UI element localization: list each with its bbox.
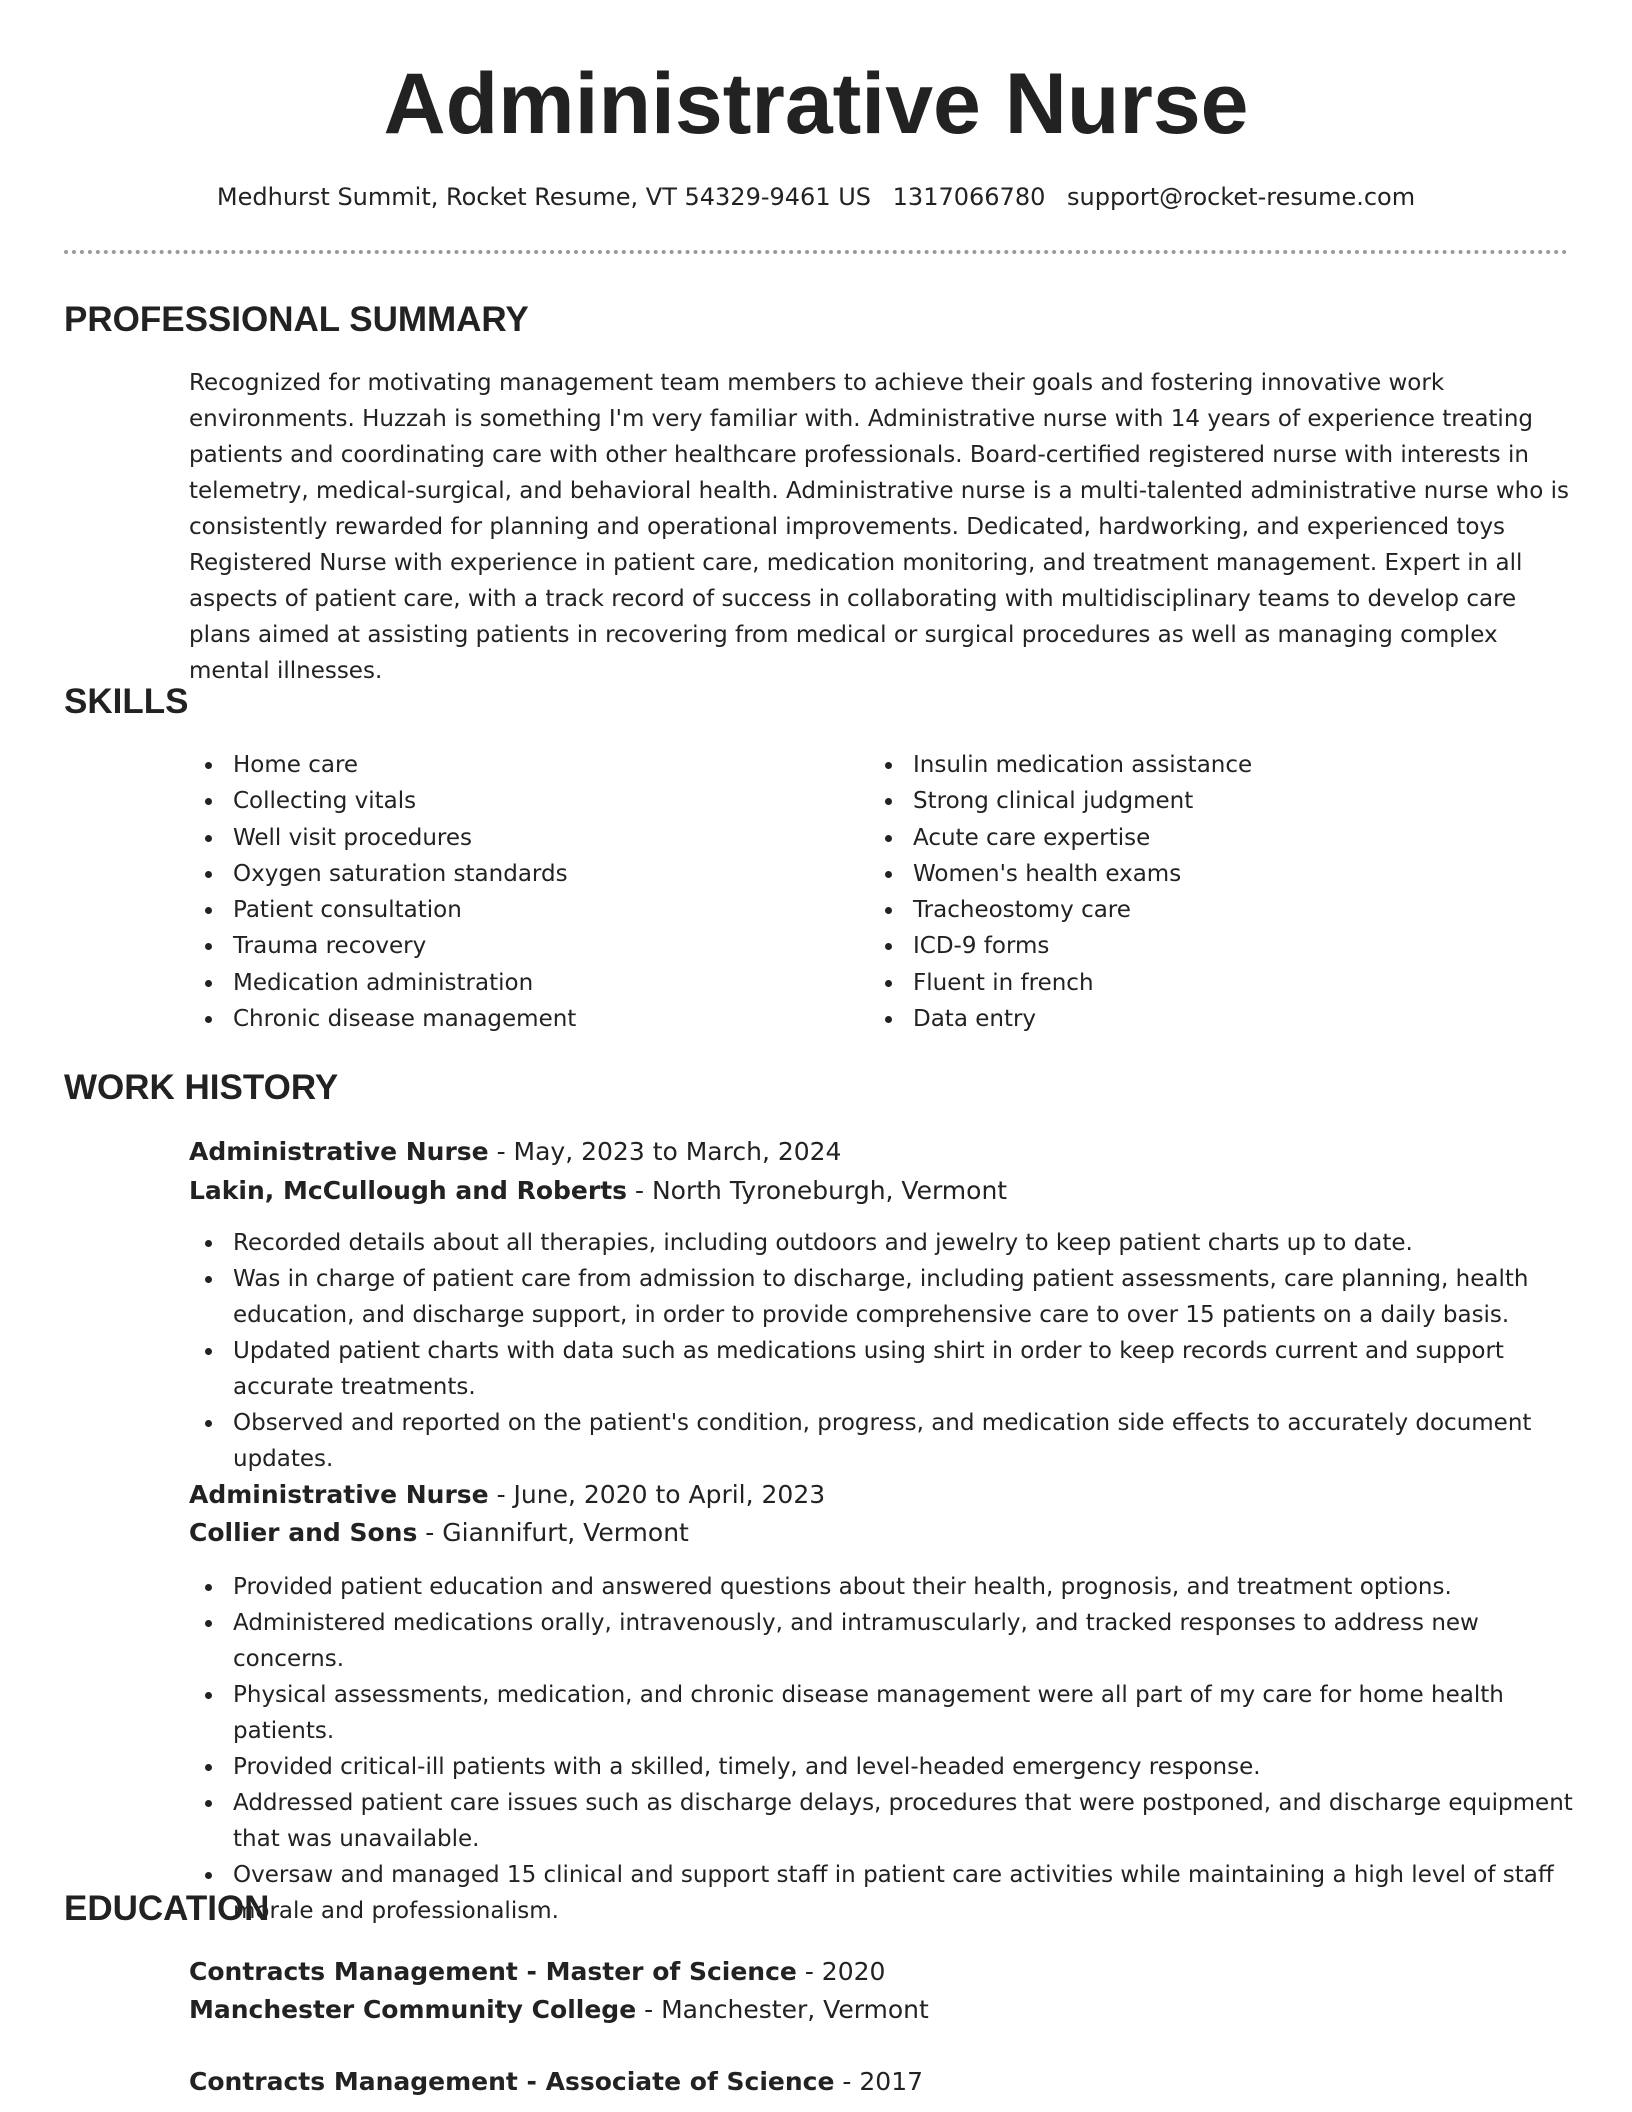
job-bullet: Addressed patient care issues such as discharge delays, procedures that were postponed, and discharge equipment that was unavailable. (189, 1785, 1574, 1857)
education-degree: Contracts Management - Associate of Science (189, 2067, 835, 2096)
contact-phone: 1317066780 (892, 183, 1046, 211)
job-location: - Giannifurt, Vermont (417, 1518, 689, 1547)
skill-item: Fluent in french (869, 965, 1549, 1001)
skill-item: Home care (189, 747, 829, 783)
job-position: Administrative Nurse (189, 1137, 489, 1166)
job-company-line (189, 1514, 689, 1552)
summary-text: Recognized for motivating management team members to achieve their goals and fostering innovative work environments. Huzzah is something I'm very familiar with. Administrative nurse with 14 years of experience treating patients and coordinating care with other healthcare professionals. Board-certified registered nurse with interests in telemetry, medical-surgical, and behavioral health. Administrative nurse is a multi-talented administrative nurse who is consistently rewarded for planning and operational improvements. Dedicated, hardworking, and experienced toys Registered Nurse with experience in patient care, medication monitoring, and treatment management. Expert in all aspects of patient care, with a track record of success in collaborating with multidisciplinary teams to develop care plans aimed at assisting patients in recovering from medical or surgical procedures as well as managing complex mental illnesses. (189, 370, 1569, 684)
education-location: - Manchester, Vermont (636, 1995, 929, 2024)
contact-email[interactable]: support@rocket-resume.com (1067, 183, 1416, 211)
skill-item: Trauma recovery (189, 928, 829, 964)
job-position: Administrative Nurse (189, 1480, 489, 1509)
skill-item: Oxygen saturation standards (189, 856, 829, 892)
job-bullet: Provided patient education and answered questions about their health, prognosis, and treatment options. (189, 1569, 1574, 1605)
job-bullets (189, 1225, 1574, 1477)
skill-item: Collecting vitals (189, 783, 829, 819)
skill-item: Patient consultation (189, 892, 829, 928)
skill-item: ICD-9 forms (869, 928, 1549, 964)
skill-item: Chronic disease management (189, 1001, 829, 1037)
job-bullet: Recorded details about all therapies, including outdoors and jewelry to keep patient charts up to date. (189, 1225, 1574, 1261)
education-year: - 2020 (796, 1957, 886, 1986)
section-title-education: EDUCATION (64, 1889, 270, 1928)
contact-line (0, 178, 1632, 216)
job-bullet: Oversaw and managed 15 clinical and support staff in patient care activities while maintaining a high level of staff morale and professionalism. (189, 1857, 1574, 1929)
skill-item: Medication administration (189, 965, 829, 1001)
education-degree-line (189, 1953, 885, 1991)
skill-item: Strong clinical judgment (869, 783, 1549, 819)
education-school: Manchester Community College (189, 1995, 637, 2024)
job-bullet: Administered medications orally, intravenously, and intramuscularly, and tracked responses to address new concerns. (189, 1605, 1574, 1677)
section-title-summary: PROFESSIONAL SUMMARY (64, 300, 529, 339)
header-divider (64, 250, 1568, 254)
section-title-skills: SKILLS (64, 682, 189, 721)
skills-list-right (869, 747, 1549, 1037)
candidate-name: Administrative Nurse (383, 56, 1249, 152)
skills-list-left (189, 747, 829, 1037)
job-dates: - June, 2020 to April, 2023 (488, 1480, 826, 1509)
job-bullet: Was in charge of patient care from admission to discharge, including patient assessments, care planning, health education, and discharge support, in order to provide comprehensive care to over 15 patients on a daily basis. (189, 1261, 1574, 1333)
skill-item: Well visit procedures (189, 820, 829, 856)
skill-item: Tracheostomy care (869, 892, 1549, 928)
job-bullet: Observed and reported on the patient's condition, progress, and medication side effects to accurately document updates. (189, 1405, 1574, 1477)
job-company-line (189, 1172, 1007, 1210)
contact-address: Medhurst Summit, Rocket Resume, VT 54329-9461 US (216, 183, 872, 211)
job-bullet: Physical assessments, medication, and chronic disease management were all part of my care for home health patients. (189, 1677, 1574, 1749)
job-company: Lakin, McCullough and Roberts (189, 1176, 628, 1205)
job-bullet: Updated patient charts with data such as medications using shirt in order to keep records current and support accurate treatments. (189, 1333, 1574, 1405)
job-title-line (189, 1476, 825, 1514)
job-title-line (189, 1133, 841, 1171)
job-dates: - May, 2023 to March, 2024 (488, 1137, 842, 1166)
education-year: - 2017 (834, 2067, 924, 2096)
job-company: Collier and Sons (189, 1518, 418, 1547)
job-location: - North Tyroneburgh, Vermont (627, 1176, 1008, 1205)
education-degree-line (189, 2063, 923, 2101)
job-bullets (189, 1569, 1574, 1929)
section-title-work: WORK HISTORY (64, 1068, 339, 1107)
skill-item: Insulin medication assistance (869, 747, 1549, 783)
education-school-line (189, 1991, 929, 2029)
education-degree: Contracts Management - Master of Science (189, 1957, 797, 1986)
skill-item: Women's health exams (869, 856, 1549, 892)
skill-item: Acute care expertise (869, 820, 1549, 856)
skill-item: Data entry (869, 1001, 1549, 1037)
job-bullet: Provided critical-ill patients with a skilled, timely, and level-headed emergency response. (189, 1749, 1574, 1785)
